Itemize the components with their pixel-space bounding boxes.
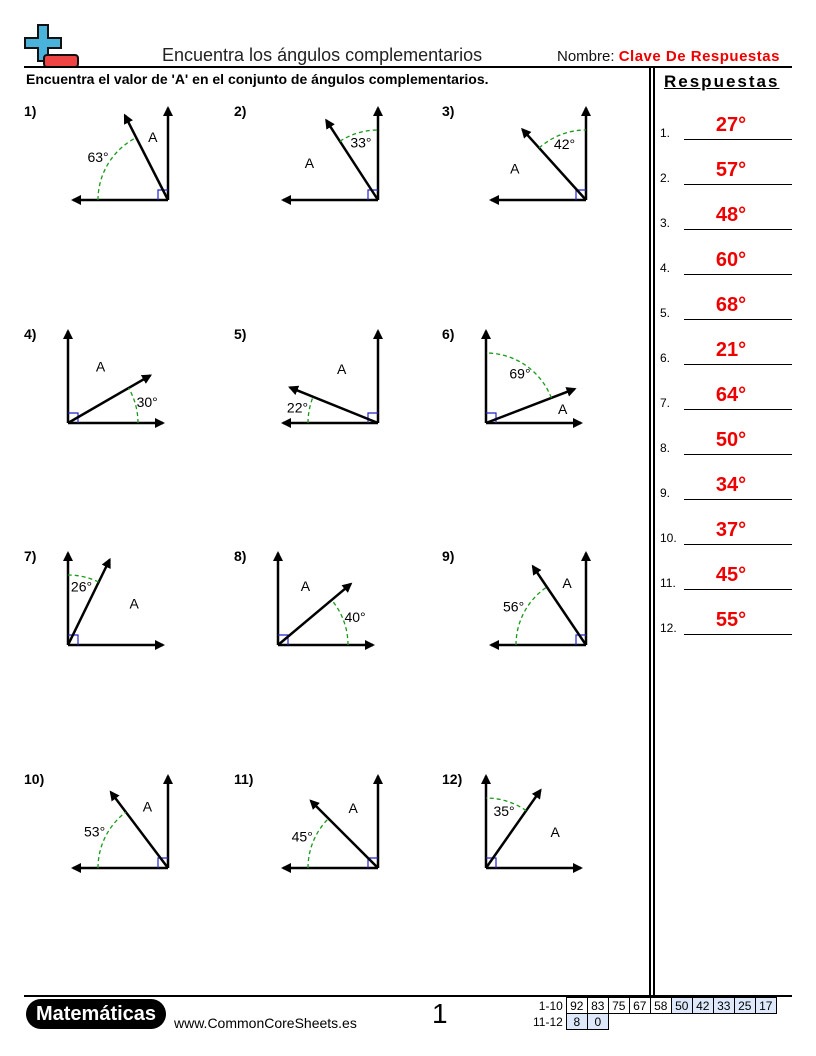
unknown-angle-label: A xyxy=(348,799,358,816)
answer-value: 34° xyxy=(715,474,747,496)
unknown-angle-label: A xyxy=(336,361,347,378)
answer-number: 7. xyxy=(660,396,671,410)
score-cell: 92 xyxy=(566,998,587,1014)
answer-number: 2. xyxy=(660,171,671,185)
given-angle-label: 35° xyxy=(493,802,515,819)
score-cell: 75 xyxy=(608,998,629,1014)
answer-item xyxy=(660,245,792,275)
problem-number: 5) xyxy=(234,326,247,342)
score-row-label: 1-10 xyxy=(538,998,563,1013)
unknown-angle-label: A xyxy=(304,154,315,171)
problem-number: 4) xyxy=(24,326,37,342)
answer-value: 68° xyxy=(715,294,747,316)
problem-number: 12) xyxy=(442,771,463,787)
answer-item xyxy=(660,560,792,590)
answer-item xyxy=(660,200,792,230)
unknown-angle-label: A xyxy=(300,578,311,595)
unknown-angle-label: A xyxy=(95,358,106,375)
given-angle-label: 30° xyxy=(136,393,158,410)
answer-number: 5. xyxy=(660,306,671,320)
answer-value: 60° xyxy=(715,249,747,271)
score-cell: 50 xyxy=(671,998,692,1014)
answer-line xyxy=(684,499,792,500)
column-divider xyxy=(653,68,655,996)
middle-ray xyxy=(111,792,168,868)
given-angle-label: 56° xyxy=(503,598,525,615)
answer-number: 9. xyxy=(660,486,671,500)
answer-item xyxy=(660,110,792,140)
problem-number: 11) xyxy=(234,771,254,787)
answers-heading: Respuestas xyxy=(664,72,780,91)
score-row xyxy=(530,1014,776,1030)
score-cell: 67 xyxy=(629,998,650,1014)
unknown-angle-label: A xyxy=(558,400,568,417)
middle-ray xyxy=(311,801,378,868)
unknown-angle-label: A xyxy=(148,128,158,145)
answer-line xyxy=(684,319,792,320)
answer-value: 37° xyxy=(715,519,747,541)
unknown-angle-label: A xyxy=(550,823,560,840)
problem-number: 1) xyxy=(24,103,37,119)
given-angle-label: 53° xyxy=(84,823,106,840)
problem-number: 6) xyxy=(442,326,455,342)
answer-value: 27° xyxy=(715,114,747,136)
answer-item xyxy=(660,290,792,320)
instructions: Encuentra el valor de 'A' en el conjunto de ángulos complementarios. xyxy=(26,71,489,87)
answer-number: 1. xyxy=(660,126,671,140)
problem-number: 7) xyxy=(24,548,37,564)
middle-ray xyxy=(278,584,351,645)
score-cell: 42 xyxy=(692,998,713,1014)
answer-value: 57° xyxy=(715,159,747,181)
answer-item xyxy=(660,470,792,500)
answer-number: 8. xyxy=(660,441,671,455)
score-row-label: 11-12 xyxy=(533,1014,563,1029)
score-table xyxy=(530,997,777,1030)
angle-arc xyxy=(98,812,126,868)
score-cell: 25 xyxy=(734,998,755,1014)
answer-value: 50° xyxy=(715,429,747,451)
answer-number: 11. xyxy=(660,576,676,590)
answer-number: 6. xyxy=(660,351,671,365)
answer-line xyxy=(684,229,792,230)
answer-line xyxy=(684,544,792,545)
answer-line xyxy=(684,634,792,635)
score-cell: 17 xyxy=(755,998,776,1014)
given-angle-label: 69° xyxy=(509,365,531,382)
unknown-angle-label: A xyxy=(129,595,139,612)
given-angle-label: 42° xyxy=(553,135,576,152)
site-link[interactable]: www.CommonCoreSheets.es xyxy=(174,1015,357,1031)
answer-item xyxy=(660,605,792,635)
answer-item xyxy=(660,515,792,545)
answer-value: 55° xyxy=(715,609,747,631)
angle-arc xyxy=(98,138,136,200)
answer-value: 64° xyxy=(715,384,747,406)
answer-item xyxy=(660,335,792,365)
problem-number: 10) xyxy=(24,771,45,787)
problem-number: 9) xyxy=(442,548,455,564)
unknown-angle-label: A xyxy=(510,160,520,177)
unknown-angle-label: A xyxy=(142,798,153,815)
problem-number: 8) xyxy=(234,548,247,564)
angle-arc xyxy=(516,587,547,645)
answer-number: 12. xyxy=(660,621,677,635)
middle-ray xyxy=(125,115,168,200)
answer-line xyxy=(684,139,792,140)
page-title: Encuentra los ángulos complementarios xyxy=(162,45,483,65)
middle-ray xyxy=(533,566,586,645)
score-cell: 83 xyxy=(587,998,608,1014)
given-angle-label: 33° xyxy=(350,134,372,151)
given-angle-label: 22° xyxy=(286,399,309,416)
brand-badge: Matemáticas xyxy=(26,999,166,1029)
score-cell: 0 xyxy=(587,1014,608,1030)
problem-number: 2) xyxy=(234,103,247,119)
answer-line xyxy=(684,454,792,455)
answer-number: 3. xyxy=(660,216,671,230)
given-angle-label: 40° xyxy=(344,608,366,625)
answer-value: 21° xyxy=(715,339,747,361)
answer-line xyxy=(684,274,792,275)
answer-item xyxy=(660,155,792,185)
problem-number: 3) xyxy=(442,103,455,119)
answer-value: 45° xyxy=(715,564,747,586)
given-angle-label: 45° xyxy=(291,828,313,845)
answer-line xyxy=(684,589,792,590)
score-cell: 58 xyxy=(650,998,671,1014)
given-angle-label: 63° xyxy=(87,149,109,166)
name-label: Nombre: xyxy=(557,48,615,65)
page-number: 1 xyxy=(432,998,448,1029)
middle-ray xyxy=(326,120,378,200)
angle-arc xyxy=(308,397,313,423)
answer-value: 48° xyxy=(715,204,747,226)
answer-item xyxy=(660,425,792,455)
answer-number: 4. xyxy=(660,261,671,275)
given-angle-label: 26° xyxy=(70,578,93,595)
answer-line xyxy=(684,184,792,185)
score-cell: 8 xyxy=(566,1014,587,1030)
score-cell: 33 xyxy=(713,998,734,1014)
score-row xyxy=(530,998,776,1014)
unknown-angle-label: A xyxy=(562,574,572,591)
name-value: Clave De Respuestas xyxy=(618,48,780,65)
answer-line xyxy=(684,409,792,410)
middle-ray xyxy=(68,560,110,645)
answer-number: 10. xyxy=(660,531,677,545)
answer-line xyxy=(684,364,792,365)
answer-item xyxy=(660,380,792,410)
